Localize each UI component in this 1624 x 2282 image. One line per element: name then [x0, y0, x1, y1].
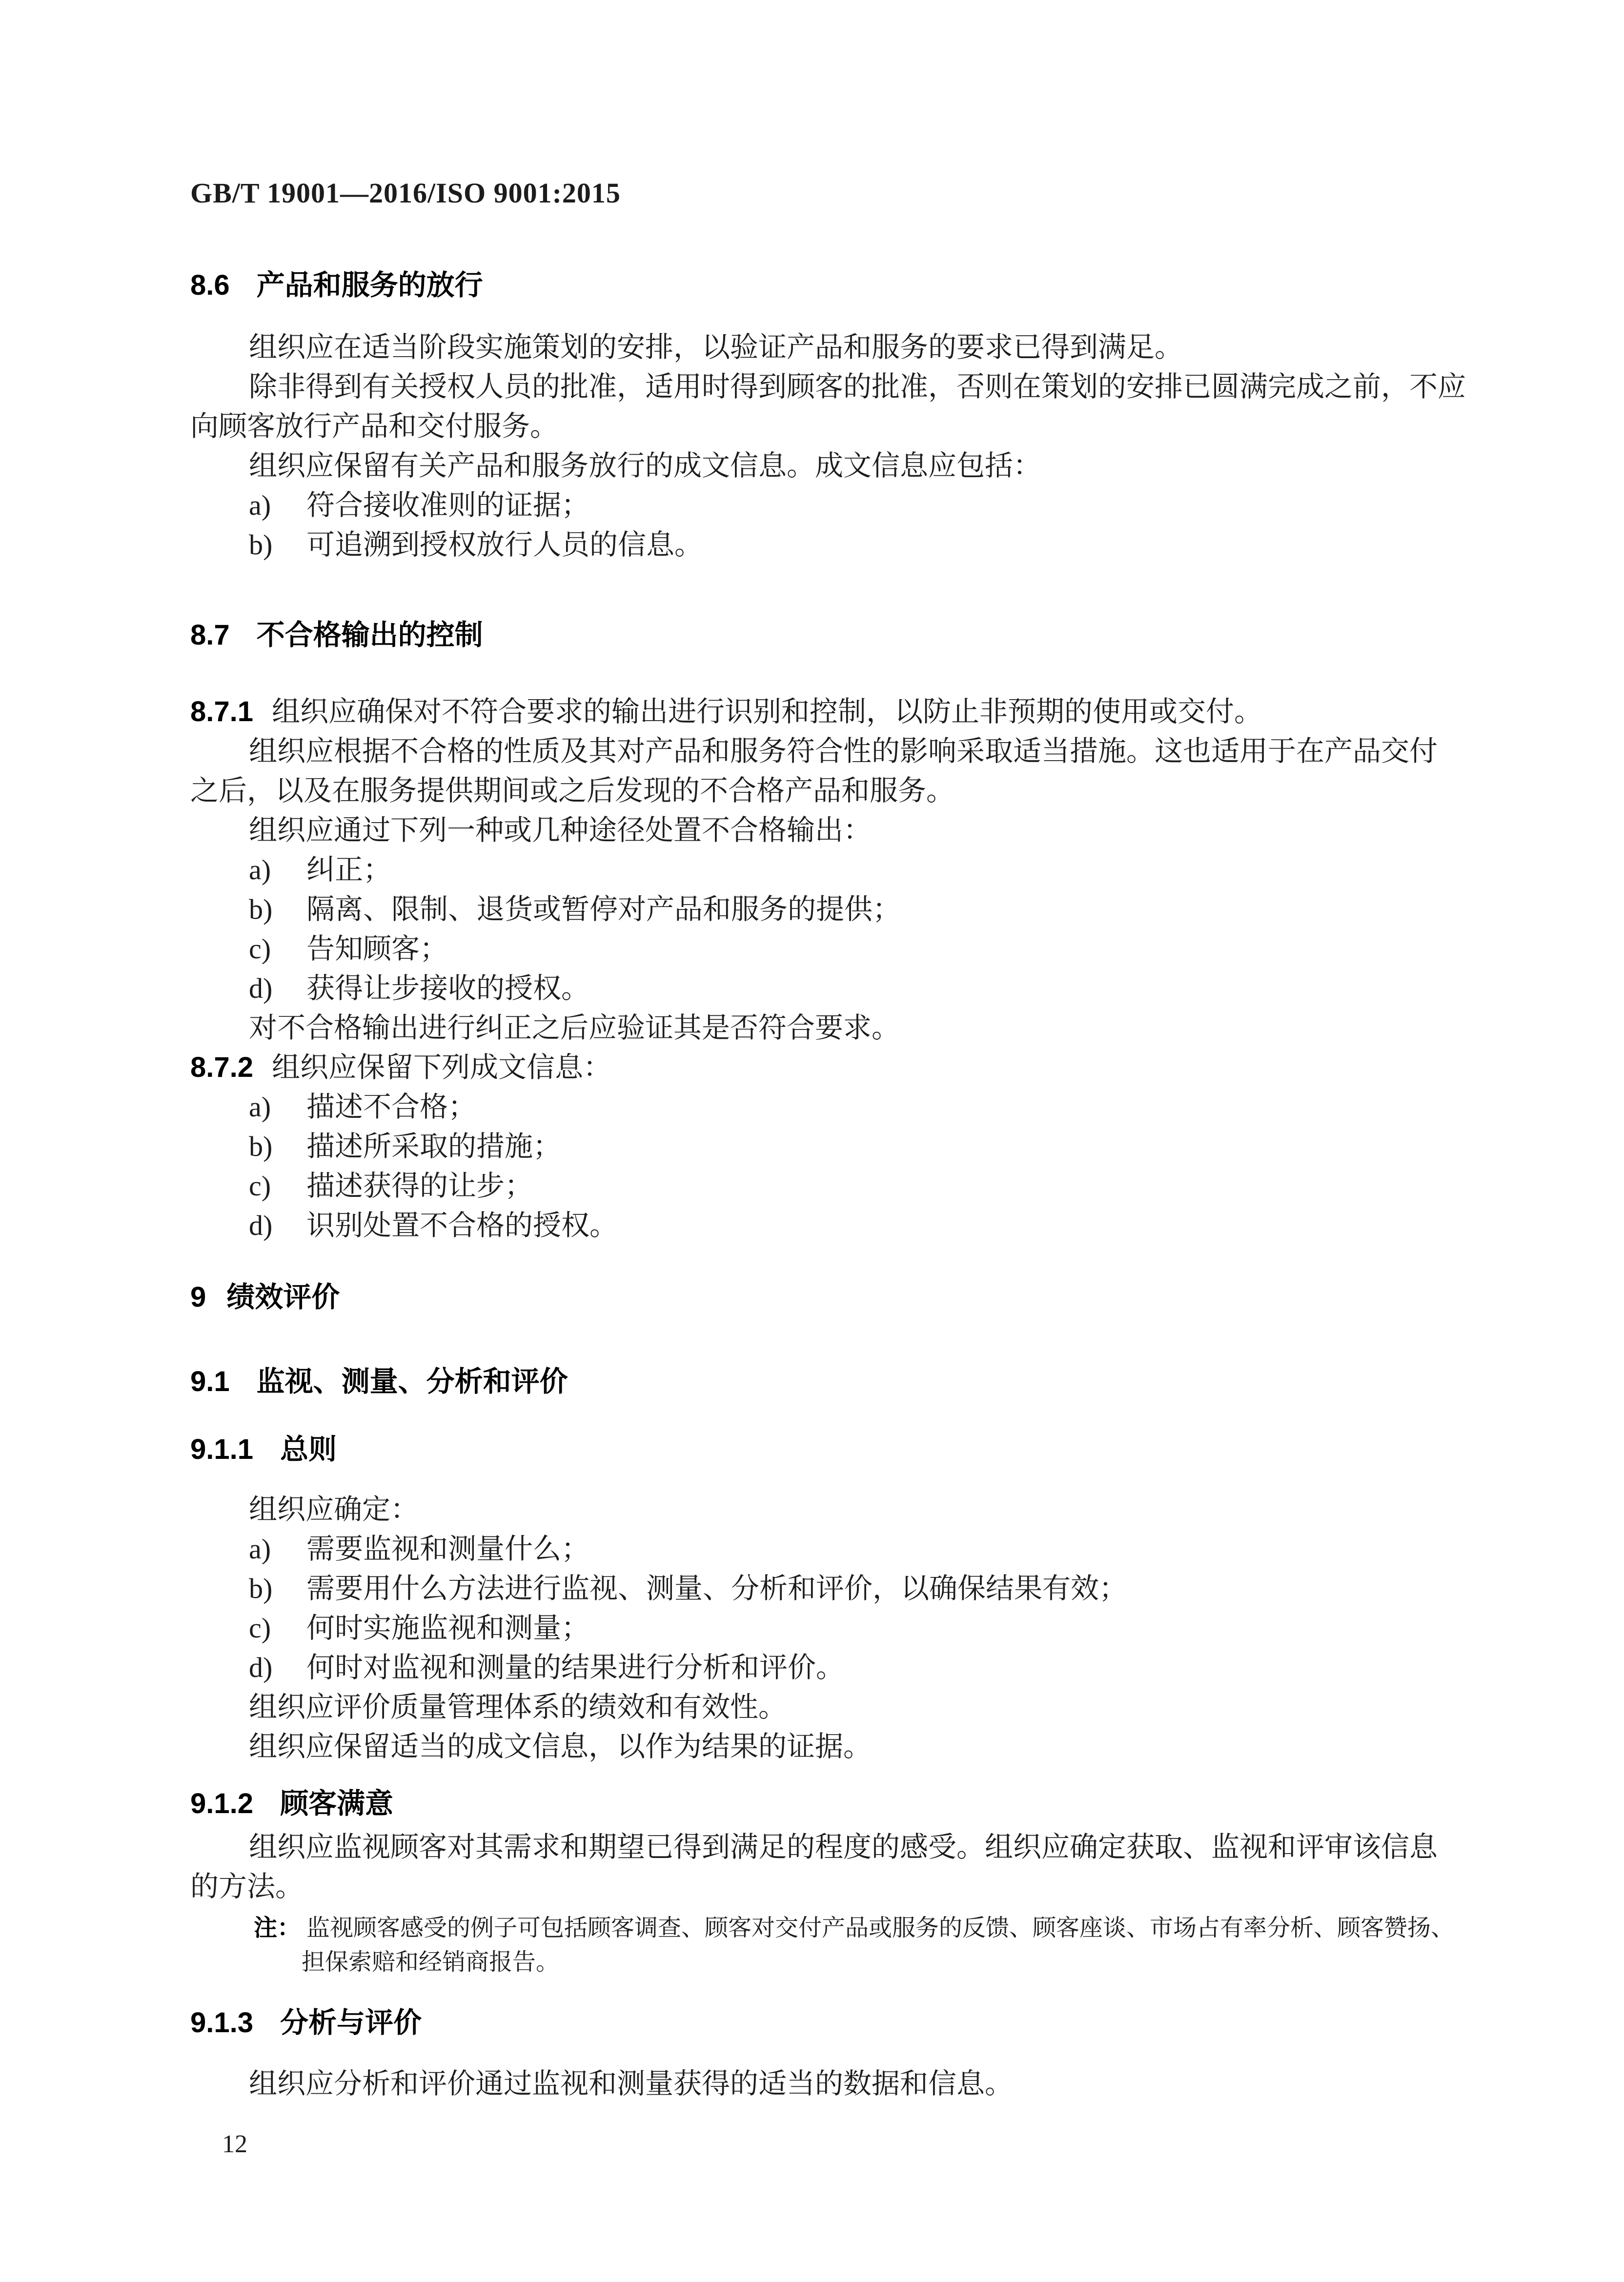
list-text: 获得让步接收的授权。 — [306, 972, 590, 1004]
paragraph: 组织应保留有关产品和服务放行的成文信息。成文信息应包括： — [249, 450, 1042, 482]
list-item — [190, 1166, 1488, 1206]
list-marker: c) — [249, 933, 271, 965]
list-marker: d) — [249, 1210, 273, 1241]
list-text: 何时实施监视和测量； — [306, 1612, 590, 1644]
section-heading-8-7 — [190, 615, 1488, 655]
list-item — [190, 1648, 1488, 1687]
section-number: 9.1.2 — [190, 1788, 253, 1819]
list-item — [190, 1087, 1488, 1127]
standard-header: GB/T 19001—2016/ISO 9001:2015 — [190, 177, 621, 209]
section-title: 总则 — [280, 1434, 337, 1465]
section-heading-9-1-3 — [190, 2003, 1488, 2042]
list-text: 符合接收准则的证据； — [306, 489, 590, 521]
list-item — [190, 929, 1488, 969]
list-item — [190, 850, 1488, 889]
note-line: 担保索赔和经销商报告。 — [302, 1949, 560, 1975]
list-marker: a) — [249, 489, 271, 521]
note-text: 监视顾客感受的例子可包括顾客调查、顾客对交付产品或服务的反馈、顾客座谈、市场占有率分析、顾客赞扬、 — [306, 1915, 1455, 1941]
paragraph-line: 向顾客放行产品和交付服务。 — [190, 410, 559, 442]
list-marker: b) — [249, 529, 273, 561]
list-marker: d) — [249, 972, 273, 1004]
list-item — [190, 1608, 1488, 1648]
note-line — [190, 1911, 1488, 1945]
paragraph: 对不合格输出进行纠正之后应验证其是否符合要求。 — [249, 1012, 900, 1044]
list-marker: c) — [249, 1170, 271, 1202]
list-item — [190, 889, 1488, 929]
list-text: 何时对监视和测量的结果进行分析和评价。 — [306, 1652, 845, 1683]
note-label: 注： — [254, 1915, 301, 1941]
list-text: 需要用什么方法进行监视、测量、分析和评价，以确保结果有效； — [306, 1573, 1128, 1604]
list-text: 告知顾客； — [306, 933, 448, 965]
section-number: 9.1.3 — [190, 2007, 253, 2039]
section-title: 不合格输出的控制 — [256, 619, 483, 651]
clause-8-7-2 — [190, 1048, 1488, 1087]
list-text: 可追溯到授权放行人员的信息。 — [306, 529, 703, 561]
list-item — [190, 1127, 1488, 1166]
section-heading-8-6 — [190, 265, 1488, 305]
list-text: 描述不合格； — [306, 1091, 477, 1123]
list-text: 纠正； — [306, 854, 392, 886]
clause-8-7-1 — [190, 692, 1488, 731]
list-marker: a) — [249, 1533, 271, 1565]
section-heading-9 — [190, 1277, 1488, 1317]
list-marker: b) — [249, 893, 273, 925]
list-item — [190, 969, 1488, 1008]
section-heading-9-1 — [190, 1362, 1488, 1401]
list-marker: d) — [249, 1652, 273, 1683]
list-marker: c) — [249, 1612, 271, 1644]
list-text: 描述获得的让步； — [306, 1170, 533, 1202]
list-item — [190, 1206, 1488, 1245]
list-marker: a) — [249, 1091, 271, 1123]
paragraph-line: 之后，以及在服务提供期间或之后发现的不合格产品和服务。 — [190, 775, 955, 807]
list-marker: b) — [249, 1573, 273, 1604]
section-title: 产品和服务的放行 — [256, 269, 483, 301]
clause-text: 组织应确保对不符合要求的输出进行识别和控制，以防止非预期的使用或交付。 — [272, 696, 1263, 727]
paragraph-line: 除非得到有关授权人员的批准，适用时得到顾客的批准，否则在策划的安排已圆满完成之前，不应 — [249, 371, 1466, 403]
section-number: 8.7 — [190, 619, 230, 651]
section-title: 顾客满意 — [280, 1788, 394, 1819]
paragraph-line: 的方法。 — [190, 1871, 304, 1902]
list-item — [190, 1529, 1488, 1569]
paragraph: 组织应评价质量管理体系的绩效和有效性。 — [249, 1691, 787, 1723]
clause-number: 8.7.2 — [190, 1051, 253, 1083]
clause-text: 组织应保留下列成文信息： — [272, 1051, 612, 1083]
list-text: 隔离、限制、退货或暂停对产品和服务的提供； — [306, 893, 901, 925]
list-text: 识别处置不合格的授权。 — [306, 1210, 618, 1241]
list-item — [190, 1569, 1488, 1608]
section-title: 绩效评价 — [226, 1281, 340, 1313]
paragraph: 组织应分析和评价通过监视和测量获得的适当的数据和信息。 — [249, 2068, 1014, 2100]
list-text: 需要监视和测量什么； — [306, 1533, 590, 1565]
paragraph: 组织应在适当阶段实施策划的安排，以验证产品和服务的要求已得到满足。 — [249, 331, 1183, 363]
section-number: 9.1.1 — [190, 1434, 253, 1465]
section-heading-9-1-1 — [190, 1430, 1488, 1469]
section-number: 9.1 — [190, 1366, 230, 1397]
paragraph: 组织应通过下列一种或几种途径处置不合格输出： — [249, 814, 872, 846]
page-number: 12 — [222, 2130, 247, 2158]
paragraph-line: 组织应根据不合格的性质及其对产品和服务符合性的影响采取适当措施。这也适用于在产品交付 — [249, 735, 1438, 767]
paragraph: 组织应保留适当的成文信息，以作为结果的证据。 — [249, 1731, 872, 1762]
list-item — [190, 485, 1488, 525]
list-marker: b) — [249, 1131, 273, 1162]
paragraph: 组织应确定： — [249, 1494, 419, 1525]
section-number: 8.6 — [190, 269, 230, 301]
list-marker: a) — [249, 854, 271, 886]
clause-number: 8.7.1 — [190, 696, 253, 727]
paragraph-line: 组织应监视顾客对其需求和期望已得到满足的程度的感受。组织应确定获取、监视和评审该信息 — [249, 1831, 1438, 1863]
section-number: 9 — [190, 1281, 206, 1313]
list-item — [190, 525, 1488, 565]
list-text: 描述所采取的措施； — [306, 1131, 562, 1162]
section-title: 监视、测量、分析和评价 — [256, 1366, 568, 1397]
page-content — [190, 173, 1488, 2162]
section-title: 分析与评价 — [280, 2007, 422, 2039]
section-heading-9-1-2 — [190, 1784, 1488, 1823]
